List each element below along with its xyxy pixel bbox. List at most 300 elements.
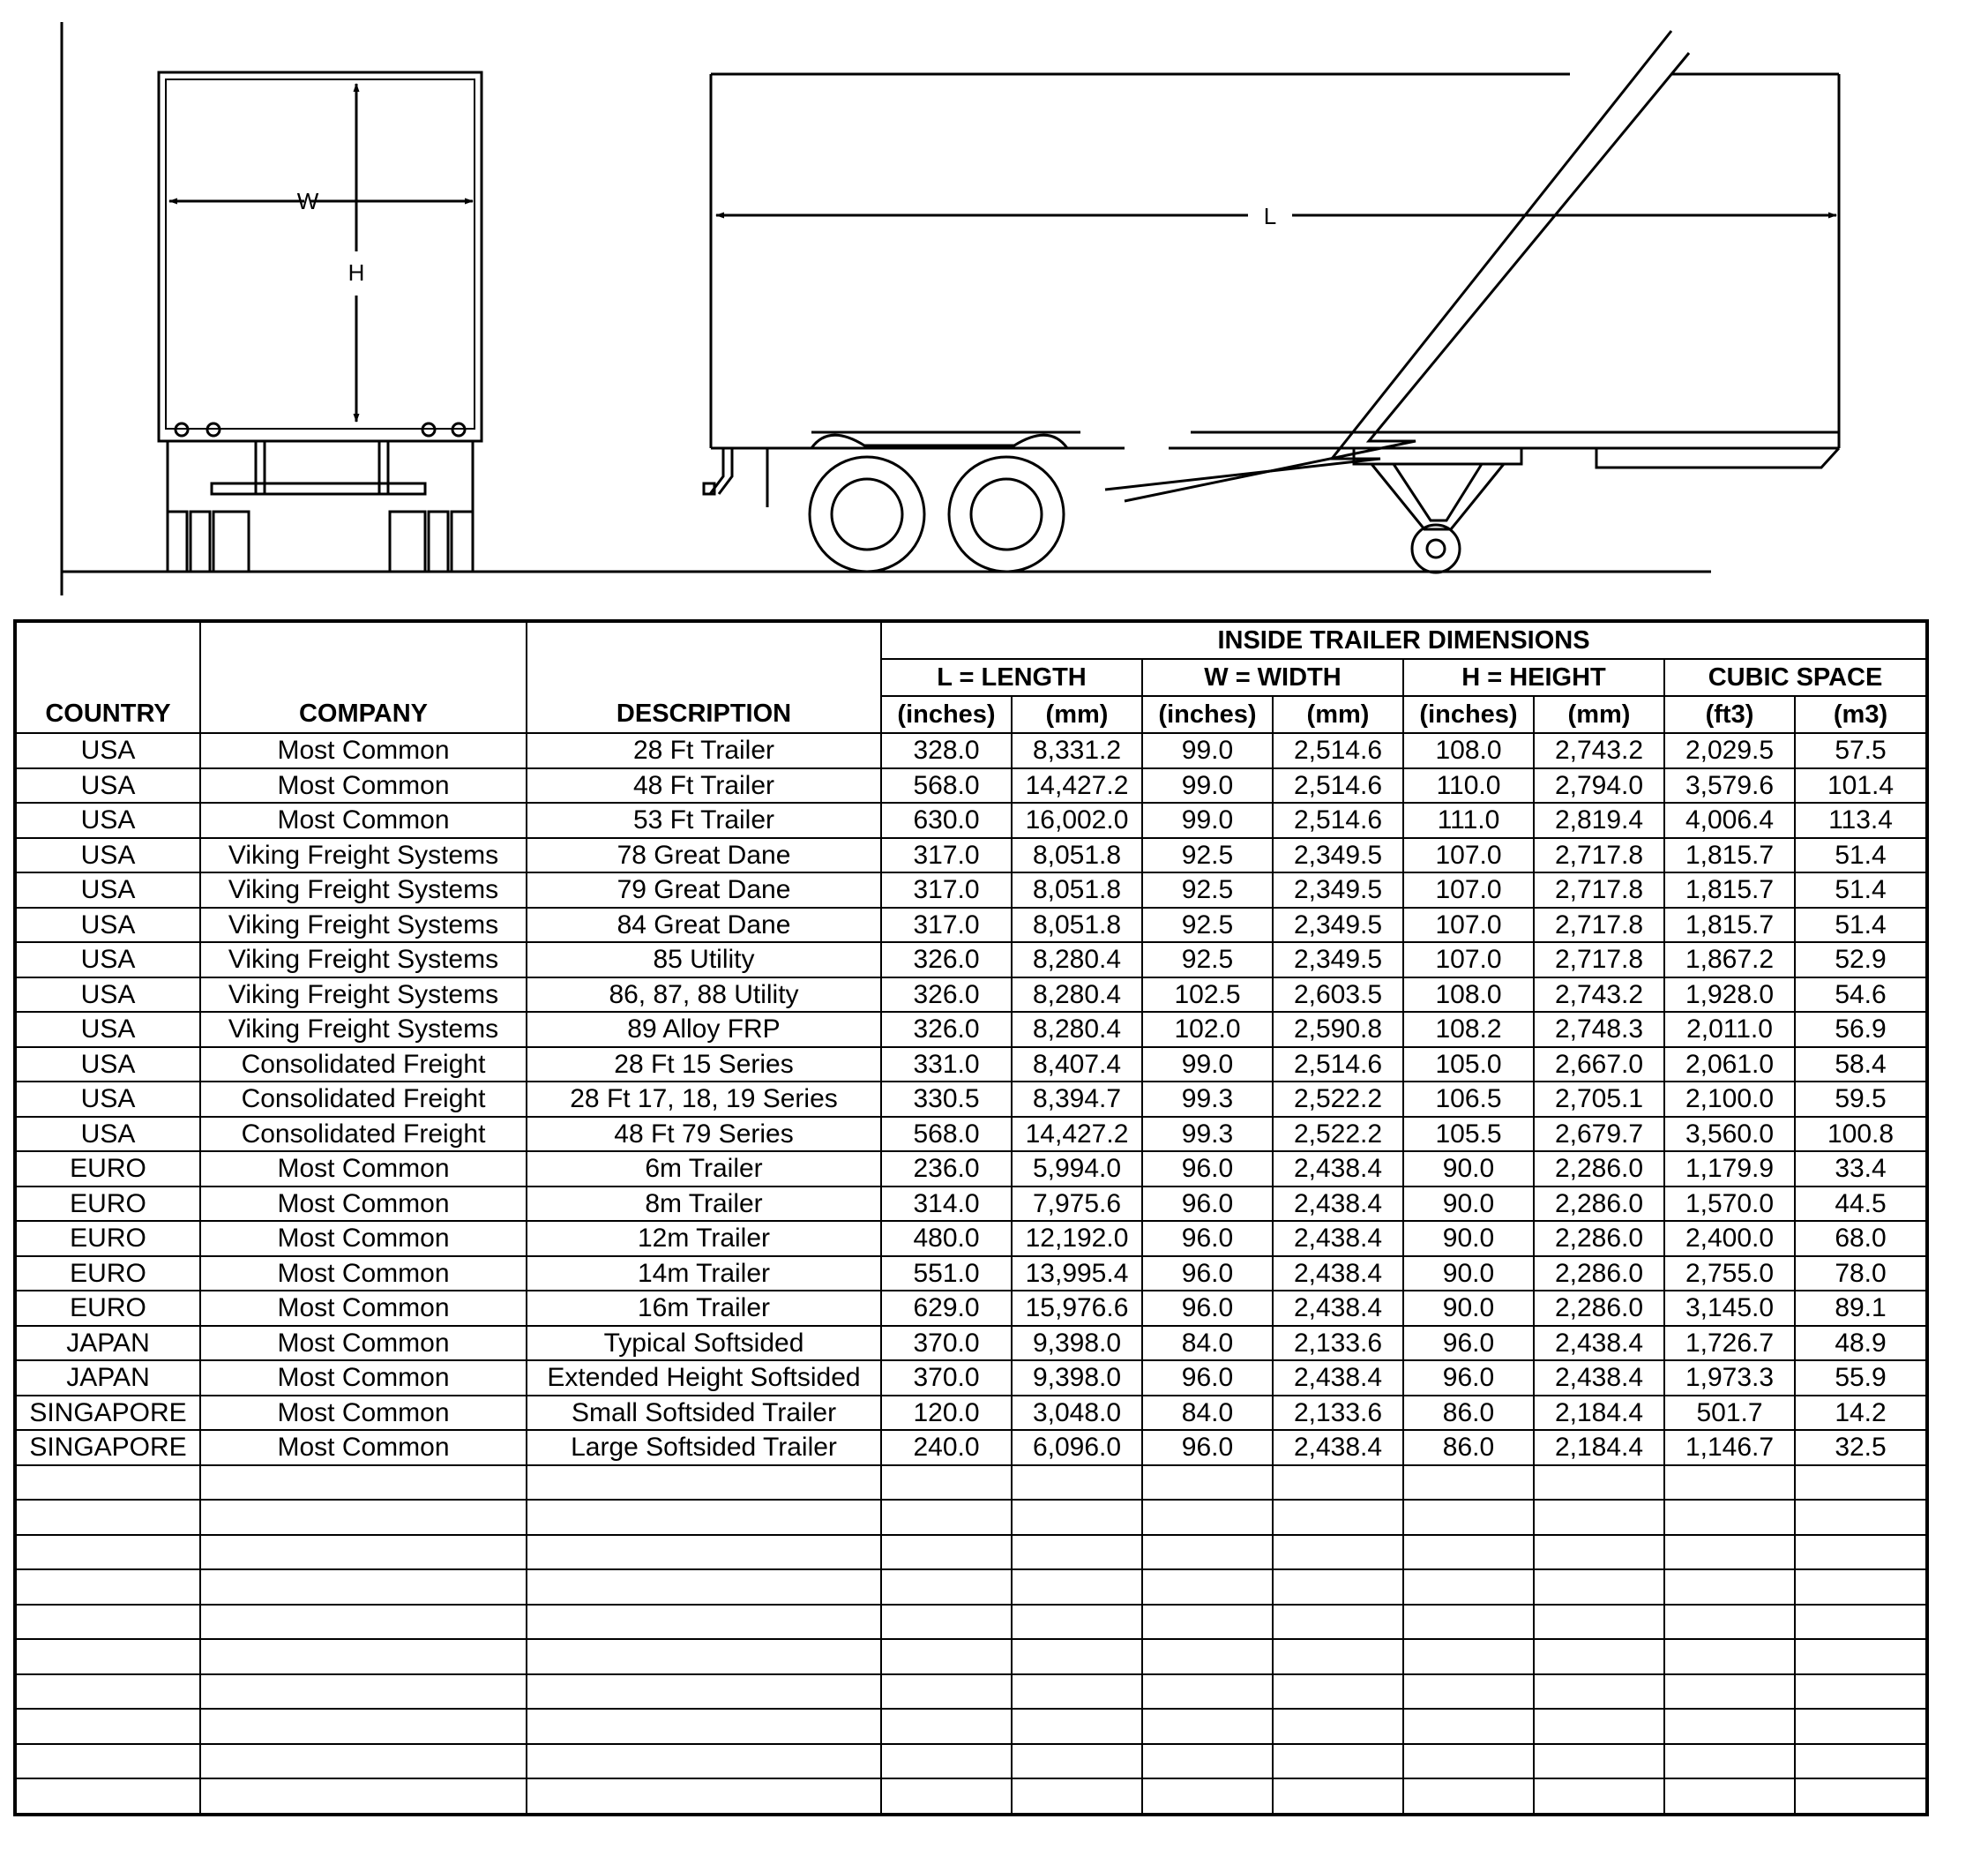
table-body [15, 733, 1927, 1815]
blank-cell [1142, 1605, 1273, 1640]
blank-cell [1273, 1605, 1403, 1640]
blank-cell [1403, 1778, 1534, 1815]
blank-cell [527, 1709, 881, 1744]
blank-cell [200, 1605, 527, 1640]
blank-cell [1403, 1605, 1534, 1640]
cell-width-mm: 2,590.8 [1273, 1012, 1403, 1047]
cell-width-mm: 2,522.2 [1273, 1082, 1403, 1117]
length-label: L [1263, 203, 1277, 229]
cell-description: Small Softsided Trailer [527, 1396, 881, 1431]
cell-height-mm: 2,717.8 [1534, 942, 1664, 977]
cell-length-inches: 331.0 [881, 1047, 1012, 1082]
cell-company: Viking Freight Systems [200, 942, 527, 977]
cell-company: Most Common [200, 1326, 527, 1361]
table-row [15, 1082, 1927, 1117]
cell-description: 85 Utility [527, 942, 881, 977]
blank-cell [1534, 1535, 1664, 1570]
blank-cell [1534, 1744, 1664, 1779]
cell-company: Viking Freight Systems [200, 908, 527, 943]
cell-country: USA [15, 1047, 200, 1082]
cell-cubic-ft3: 2,061.0 [1664, 1047, 1795, 1082]
cell-cubic-ft3: 1,726.7 [1664, 1326, 1795, 1361]
cell-company: Most Common [200, 768, 527, 804]
cell-cubic-m3: 51.4 [1795, 838, 1927, 873]
table-row [15, 1047, 1927, 1082]
blank-cell [1664, 1465, 1795, 1501]
header-width: W = WIDTH [1142, 659, 1403, 696]
blank-cell [200, 1569, 527, 1605]
cell-cubic-ft3: 2,400.0 [1664, 1221, 1795, 1256]
cell-description: Typical Softsided [527, 1326, 881, 1361]
blank-cell [881, 1639, 1012, 1674]
blank-cell [1273, 1709, 1403, 1744]
cell-cubic-ft3: 4,006.4 [1664, 803, 1795, 838]
cell-cubic-ft3: 501.7 [1664, 1396, 1795, 1431]
cell-cubic-m3: 55.9 [1795, 1360, 1927, 1396]
cell-country: USA [15, 872, 200, 908]
cell-length-mm: 9,398.0 [1012, 1326, 1142, 1361]
blank-cell [527, 1674, 881, 1710]
blank-cell [527, 1778, 881, 1815]
blank-cell [527, 1569, 881, 1605]
cell-length-mm: 8,280.4 [1012, 942, 1142, 977]
blank-cell [15, 1744, 200, 1779]
table-row [15, 977, 1927, 1013]
trailer-diagram [0, 0, 1988, 618]
cell-height-mm: 2,286.0 [1534, 1187, 1664, 1222]
cell-width-inches: 96.0 [1142, 1187, 1273, 1222]
cell-height-mm: 2,286.0 [1534, 1151, 1664, 1187]
cell-length-mm: 8,331.2 [1012, 733, 1142, 768]
header-height: H = HEIGHT [1403, 659, 1664, 696]
cell-height-inches: 90.0 [1403, 1187, 1534, 1222]
blank-cell [1795, 1639, 1927, 1674]
cell-cubic-m3: 51.4 [1795, 908, 1927, 943]
cell-company: Most Common [200, 733, 527, 768]
cell-country: EURO [15, 1151, 200, 1187]
blank-cell [1142, 1465, 1273, 1501]
header-country: COUNTRY [15, 621, 200, 733]
blank-cell [1664, 1569, 1795, 1605]
cell-width-inches: 102.0 [1142, 1012, 1273, 1047]
blank-cell [1142, 1500, 1273, 1535]
cell-company: Viking Freight Systems [200, 838, 527, 873]
cell-length-mm: 8,280.4 [1012, 1012, 1142, 1047]
cell-cubic-m3: 52.9 [1795, 942, 1927, 977]
cell-length-inches: 317.0 [881, 908, 1012, 943]
cell-length-inches: 328.0 [881, 733, 1012, 768]
cell-length-mm: 14,427.2 [1012, 768, 1142, 804]
cell-cubic-ft3: 1,928.0 [1664, 977, 1795, 1013]
cell-width-mm: 2,438.4 [1273, 1430, 1403, 1465]
unit-width-inches: (inches) [1142, 696, 1273, 733]
blank-row [15, 1778, 1927, 1815]
dimensions-table-container [13, 619, 1925, 1816]
cell-length-mm: 15,976.6 [1012, 1291, 1142, 1326]
table-row [15, 1221, 1927, 1256]
cell-height-mm: 2,819.4 [1534, 803, 1664, 838]
blank-cell [1273, 1778, 1403, 1815]
blank-cell [1534, 1639, 1664, 1674]
blank-cell [15, 1569, 200, 1605]
cell-length-inches: 629.0 [881, 1291, 1012, 1326]
cell-height-mm: 2,743.2 [1534, 977, 1664, 1013]
cell-country: USA [15, 942, 200, 977]
cell-description: 28 Ft 15 Series [527, 1047, 881, 1082]
unit-height-inches: (inches) [1403, 696, 1534, 733]
cell-description: 14m Trailer [527, 1256, 881, 1291]
blank-cell [200, 1744, 527, 1779]
rear-view [159, 72, 482, 572]
cell-cubic-ft3: 1,973.3 [1664, 1360, 1795, 1396]
height-label: H [348, 259, 365, 286]
cell-height-inches: 106.5 [1403, 1082, 1534, 1117]
cell-width-mm: 2,349.5 [1273, 838, 1403, 873]
cell-company: Viking Freight Systems [200, 872, 527, 908]
cell-cubic-ft3: 2,011.0 [1664, 1012, 1795, 1047]
cell-company: Most Common [200, 1221, 527, 1256]
cell-cubic-m3: 56.9 [1795, 1012, 1927, 1047]
cell-cubic-ft3: 1,815.7 [1664, 872, 1795, 908]
blank-cell [1273, 1639, 1403, 1674]
cell-height-inches: 107.0 [1403, 872, 1534, 908]
cell-height-inches: 90.0 [1403, 1151, 1534, 1187]
cell-country: EURO [15, 1187, 200, 1222]
cell-width-mm: 2,514.6 [1273, 803, 1403, 838]
cell-height-mm: 2,794.0 [1534, 768, 1664, 804]
cell-cubic-ft3: 2,100.0 [1664, 1082, 1795, 1117]
cell-length-mm: 14,427.2 [1012, 1117, 1142, 1152]
unit-length-inches: (inches) [881, 696, 1012, 733]
blank-cell [1142, 1535, 1273, 1570]
blank-cell [527, 1605, 881, 1640]
blank-cell [1534, 1465, 1664, 1501]
blank-cell [15, 1674, 200, 1710]
unit-cubic-m3: (m3) [1795, 696, 1927, 733]
table-row [15, 1326, 1927, 1361]
cell-width-mm: 2,438.4 [1273, 1221, 1403, 1256]
cell-description: 6m Trailer [527, 1151, 881, 1187]
cell-length-mm: 8,280.4 [1012, 977, 1142, 1013]
blank-row [15, 1500, 1927, 1535]
side-view [704, 31, 1839, 573]
cell-country: SINGAPORE [15, 1396, 200, 1431]
cell-country: EURO [15, 1256, 200, 1291]
cell-height-mm: 2,667.0 [1534, 1047, 1664, 1082]
cell-cubic-m3: 59.5 [1795, 1082, 1927, 1117]
blank-cell [1012, 1639, 1142, 1674]
blank-cell [1534, 1605, 1664, 1640]
cell-cubic-m3: 54.6 [1795, 977, 1927, 1013]
blank-cell [1534, 1674, 1664, 1710]
cell-width-mm: 2,349.5 [1273, 942, 1403, 977]
cell-company: Most Common [200, 1396, 527, 1431]
blank-cell [1795, 1535, 1927, 1570]
unit-height-mm: (mm) [1534, 696, 1664, 733]
blank-cell [200, 1535, 527, 1570]
blank-cell [1142, 1744, 1273, 1779]
blank-row [15, 1569, 1927, 1605]
table-row [15, 1360, 1927, 1396]
cell-country: JAPAN [15, 1360, 200, 1396]
blank-cell [1664, 1709, 1795, 1744]
cell-length-inches: 317.0 [881, 872, 1012, 908]
cell-description: 89 Alloy FRP [527, 1012, 881, 1047]
cell-height-inches: 90.0 [1403, 1291, 1534, 1326]
blank-cell [1664, 1744, 1795, 1779]
cell-width-inches: 96.0 [1142, 1221, 1273, 1256]
table-row [15, 1430, 1927, 1465]
cell-company: Viking Freight Systems [200, 1012, 527, 1047]
cell-country: USA [15, 768, 200, 804]
cell-width-inches: 96.0 [1142, 1151, 1273, 1187]
blank-cell [1534, 1569, 1664, 1605]
cell-width-inches: 99.3 [1142, 1082, 1273, 1117]
cell-company: Consolidated Freight [200, 1047, 527, 1082]
table-row [15, 1187, 1927, 1222]
cell-country: SINGAPORE [15, 1430, 200, 1465]
blank-cell [1012, 1465, 1142, 1501]
cell-company: Most Common [200, 1187, 527, 1222]
cell-width-mm: 2,514.6 [1273, 768, 1403, 804]
cell-cubic-ft3: 2,755.0 [1664, 1256, 1795, 1291]
cell-country: JAPAN [15, 1326, 200, 1361]
cell-cubic-ft3: 2,029.5 [1664, 733, 1795, 768]
table-row [15, 1256, 1927, 1291]
blank-cell [1273, 1674, 1403, 1710]
cell-height-mm: 2,679.7 [1534, 1117, 1664, 1152]
table-row [15, 803, 1927, 838]
cell-cubic-ft3: 1,146.7 [1664, 1430, 1795, 1465]
cell-description: 53 Ft Trailer [527, 803, 881, 838]
blank-cell [1012, 1535, 1142, 1570]
blank-row [15, 1674, 1927, 1710]
blank-cell [1403, 1465, 1534, 1501]
blank-cell [1142, 1778, 1273, 1815]
cell-country: USA [15, 1117, 200, 1152]
cell-width-inches: 99.0 [1142, 1047, 1273, 1082]
cell-width-mm: 2,349.5 [1273, 908, 1403, 943]
cell-length-inches: 568.0 [881, 768, 1012, 804]
cell-height-inches: 108.2 [1403, 1012, 1534, 1047]
cell-description: 84 Great Dane [527, 908, 881, 943]
cell-length-inches: 370.0 [881, 1360, 1012, 1396]
cell-height-mm: 2,438.4 [1534, 1326, 1664, 1361]
blank-cell [15, 1709, 200, 1744]
cell-width-mm: 2,438.4 [1273, 1256, 1403, 1291]
blank-cell [1795, 1605, 1927, 1640]
blank-cell [15, 1500, 200, 1535]
cell-width-inches: 102.5 [1142, 977, 1273, 1013]
cell-description: 16m Trailer [527, 1291, 881, 1326]
blank-cell [15, 1465, 200, 1501]
cell-company: Most Common [200, 1256, 527, 1291]
cell-description: 28 Ft 17, 18, 19 Series [527, 1082, 881, 1117]
cell-company: Most Common [200, 803, 527, 838]
cell-country: USA [15, 977, 200, 1013]
cell-width-mm: 2,514.6 [1273, 1047, 1403, 1082]
table-row [15, 733, 1927, 768]
blank-cell [1142, 1674, 1273, 1710]
blank-cell [1142, 1709, 1273, 1744]
blank-cell [1012, 1709, 1142, 1744]
cell-width-inches: 96.0 [1142, 1430, 1273, 1465]
cell-description: 79 Great Dane [527, 872, 881, 908]
cell-length-inches: 630.0 [881, 803, 1012, 838]
cell-width-inches: 92.5 [1142, 838, 1273, 873]
blank-cell [881, 1465, 1012, 1501]
cell-cubic-m3: 32.5 [1795, 1430, 1927, 1465]
cell-company: Consolidated Freight [200, 1117, 527, 1152]
cell-cubic-m3: 48.9 [1795, 1326, 1927, 1361]
cell-height-mm: 2,184.4 [1534, 1430, 1664, 1465]
cell-height-inches: 107.0 [1403, 908, 1534, 943]
cell-cubic-ft3: 1,570.0 [1664, 1187, 1795, 1222]
cell-width-inches: 99.3 [1142, 1117, 1273, 1152]
cell-height-inches: 110.0 [1403, 768, 1534, 804]
header-description: DESCRIPTION [527, 621, 881, 733]
blank-cell [1403, 1744, 1534, 1779]
cell-company: Consolidated Freight [200, 1082, 527, 1117]
cell-width-inches: 92.5 [1142, 908, 1273, 943]
cell-cubic-m3: 58.4 [1795, 1047, 1927, 1082]
blank-cell [527, 1535, 881, 1570]
blank-cell [15, 1639, 200, 1674]
blank-cell [1795, 1500, 1927, 1535]
cell-length-mm: 8,394.7 [1012, 1082, 1142, 1117]
cell-cubic-ft3: 3,560.0 [1664, 1117, 1795, 1152]
cell-length-inches: 551.0 [881, 1256, 1012, 1291]
blank-cell [200, 1674, 527, 1710]
blank-cell [1664, 1778, 1795, 1815]
dimension-labels [297, 188, 1277, 286]
blank-cell [1403, 1535, 1534, 1570]
blank-cell [1403, 1500, 1534, 1535]
cell-width-mm: 2,438.4 [1273, 1187, 1403, 1222]
cell-height-inches: 105.0 [1403, 1047, 1534, 1082]
cell-cubic-ft3: 1,179.9 [1664, 1151, 1795, 1187]
cell-cubic-ft3: 1,867.2 [1664, 942, 1795, 977]
cell-height-mm: 2,717.8 [1534, 838, 1664, 873]
cell-country: USA [15, 838, 200, 873]
cell-width-inches: 96.0 [1142, 1360, 1273, 1396]
cell-country: USA [15, 908, 200, 943]
blank-cell [1142, 1569, 1273, 1605]
header-company: COMPANY [200, 621, 527, 733]
cell-length-mm: 3,048.0 [1012, 1396, 1142, 1431]
blank-cell [1534, 1709, 1664, 1744]
cell-description: 48 Ft Trailer [527, 768, 881, 804]
cell-height-inches: 108.0 [1403, 977, 1534, 1013]
cell-width-mm: 2,438.4 [1273, 1151, 1403, 1187]
cell-cubic-m3: 101.4 [1795, 768, 1927, 804]
blank-cell [1012, 1778, 1142, 1815]
table-row [15, 1117, 1927, 1152]
blank-cell [527, 1465, 881, 1501]
blank-cell [1012, 1569, 1142, 1605]
cell-height-mm: 2,286.0 [1534, 1256, 1664, 1291]
cell-cubic-ft3: 3,579.6 [1664, 768, 1795, 804]
cell-height-mm: 2,705.1 [1534, 1082, 1664, 1117]
cell-width-inches: 84.0 [1142, 1326, 1273, 1361]
blank-cell [1012, 1674, 1142, 1710]
cell-height-inches: 96.0 [1403, 1326, 1534, 1361]
cell-country: USA [15, 1012, 200, 1047]
header-inside-dimensions: INSIDE TRAILER DIMENSIONS [881, 621, 1927, 659]
blank-cell [881, 1674, 1012, 1710]
cell-height-inches: 108.0 [1403, 733, 1534, 768]
blank-cell [1795, 1569, 1927, 1605]
cell-width-inches: 84.0 [1142, 1396, 1273, 1431]
blank-cell [1534, 1778, 1664, 1815]
cell-height-mm: 2,438.4 [1534, 1360, 1664, 1396]
cell-country: USA [15, 1082, 200, 1117]
blank-cell [881, 1709, 1012, 1744]
cell-length-inches: 370.0 [881, 1326, 1012, 1361]
blank-cell [1534, 1500, 1664, 1535]
cell-width-inches: 92.5 [1142, 942, 1273, 977]
blank-cell [881, 1605, 1012, 1640]
cell-cubic-ft3: 3,145.0 [1664, 1291, 1795, 1326]
blank-cell [1795, 1465, 1927, 1501]
blank-cell [1403, 1639, 1534, 1674]
cell-height-mm: 2,743.2 [1534, 733, 1664, 768]
cell-country: EURO [15, 1221, 200, 1256]
cell-length-mm: 16,002.0 [1012, 803, 1142, 838]
table-row [15, 768, 1927, 804]
table-row [15, 1151, 1927, 1187]
cell-length-mm: 7,975.6 [1012, 1187, 1142, 1222]
blank-cell [200, 1778, 527, 1815]
cell-cubic-m3: 78.0 [1795, 1256, 1927, 1291]
cell-width-mm: 2,349.5 [1273, 872, 1403, 908]
cell-country: EURO [15, 1291, 200, 1326]
blank-row [15, 1605, 1927, 1640]
table-row [15, 838, 1927, 873]
blank-cell [1012, 1744, 1142, 1779]
cell-length-mm: 8,051.8 [1012, 908, 1142, 943]
cell-length-inches: 568.0 [881, 1117, 1012, 1152]
blank-cell [15, 1778, 200, 1815]
blank-cell [1795, 1709, 1927, 1744]
cell-country: USA [15, 803, 200, 838]
cell-cubic-m3: 89.1 [1795, 1291, 1927, 1326]
cell-length-mm: 12,192.0 [1012, 1221, 1142, 1256]
cell-cubic-ft3: 1,815.7 [1664, 908, 1795, 943]
cell-description: 86, 87, 88 Utility [527, 977, 881, 1013]
cell-height-inches: 86.0 [1403, 1430, 1534, 1465]
blank-cell [1795, 1744, 1927, 1779]
blank-row [15, 1744, 1927, 1779]
cell-width-inches: 92.5 [1142, 872, 1273, 908]
unit-width-mm: (mm) [1273, 696, 1403, 733]
blank-cell [1664, 1674, 1795, 1710]
blank-cell [1664, 1639, 1795, 1674]
cell-company: Most Common [200, 1151, 527, 1187]
cell-length-inches: 317.0 [881, 838, 1012, 873]
table-row [15, 872, 1927, 908]
blank-cell [1795, 1778, 1927, 1815]
blank-cell [1795, 1674, 1927, 1710]
table-row [15, 1396, 1927, 1431]
cell-length-mm: 5,994.0 [1012, 1151, 1142, 1187]
trailer-dimensions-table [13, 619, 1929, 1816]
blank-cell [881, 1569, 1012, 1605]
cell-company: Most Common [200, 1360, 527, 1396]
cell-description: 28 Ft Trailer [527, 733, 881, 768]
blank-cell [15, 1605, 200, 1640]
cell-length-inches: 326.0 [881, 1012, 1012, 1047]
